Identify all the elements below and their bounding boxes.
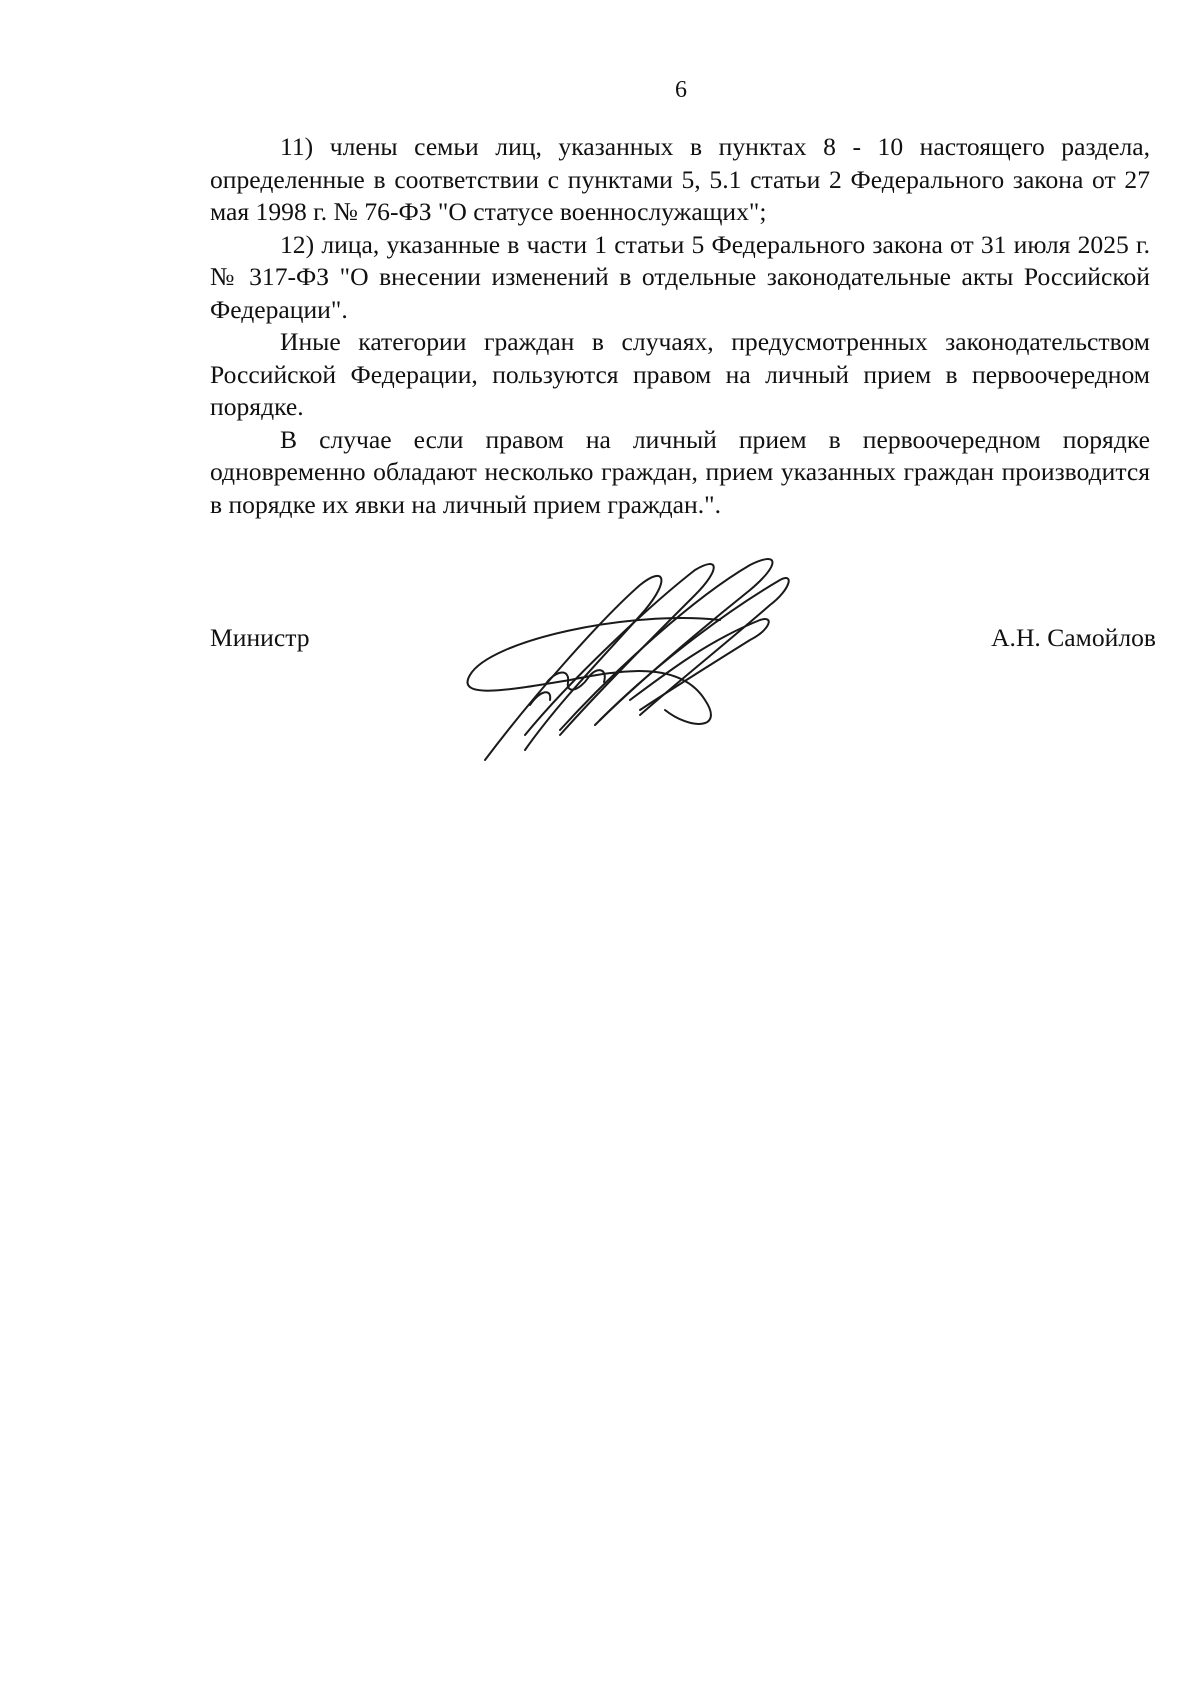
paragraph-other-categories: Иные категории граждан в случаях, предусмотренных законодательством Российской Федерации, пользуются правом на личный прием в первоочередном порядке. xyxy=(210,327,1150,421)
signatory-name: А.Н. Самойлов xyxy=(991,623,1156,652)
document-body xyxy=(210,131,1150,521)
handwritten-signature xyxy=(450,550,870,770)
paragraph-priority-order: В случае если правом на личный прием в первоочередном порядке одновременно обладают несколько граждан, прием указанных граждан производится в порядке их явки на личный прием граждан.". xyxy=(210,424,1150,519)
paragraph-item-12: 12) лица, указанные в части 1 статьи 5 Федерального закона от 31 июля 2025 г. № 317-ФЗ "О внесении изменений в отдельные законодательные акты Российской Федерации". xyxy=(210,229,1150,324)
paragraph-item-11: 11) члены семьи лиц, указанных в пунктах 8 - 10 настоящего раздела, определенные в соответствии с пунктами 5, 5.1 статьи 2 Федерального закона от 27 мая 1998 г. № 76-ФЗ "О статусе военнослужащих"; xyxy=(210,132,1150,226)
signatory-position: Министр xyxy=(210,623,310,652)
page-number: 6 xyxy=(675,77,687,103)
